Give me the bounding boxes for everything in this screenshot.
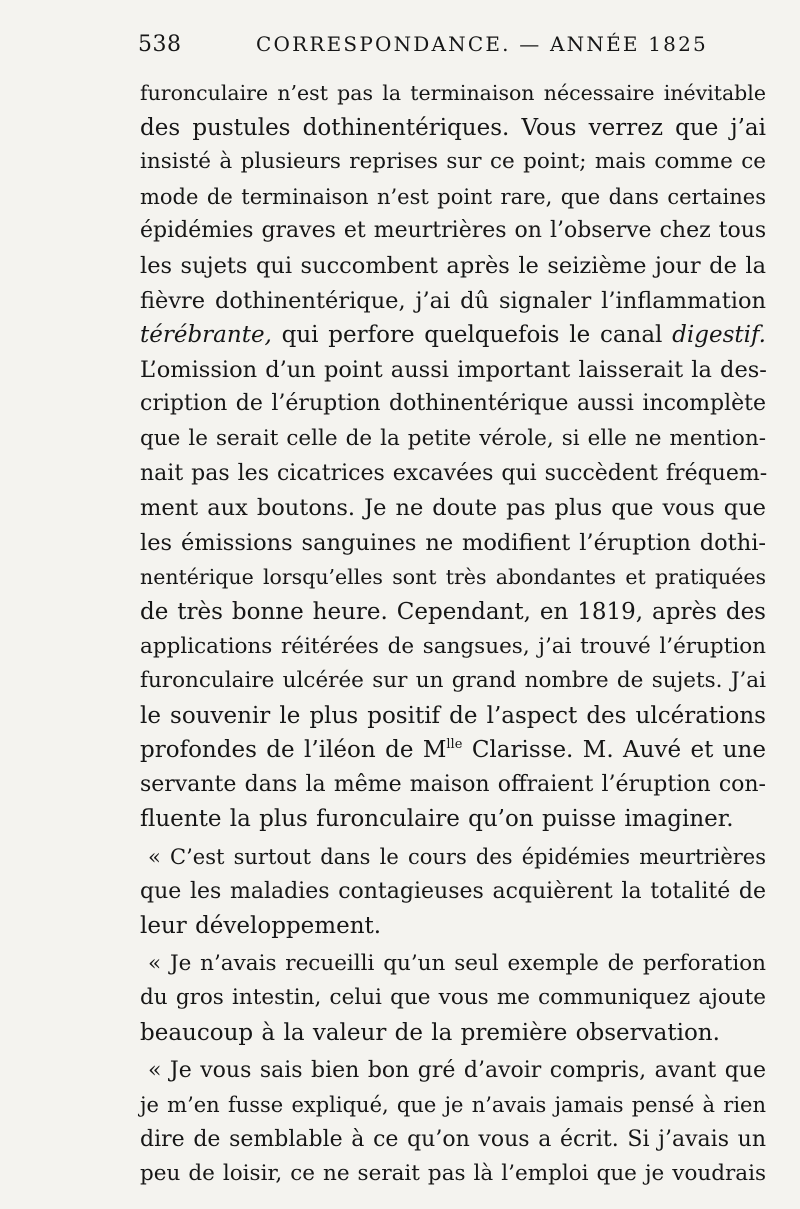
text-line: que les maladies contagieuses acquièrent la totalité de	[140, 878, 766, 904]
text-line: mode de terminaison n’est point rare, que dans certaines	[140, 184, 766, 209]
text-line: « Je vous sais bien bon gré d’avoir compris, avant que	[148, 1057, 766, 1083]
text-span: Clarisse. M. Auvé et une	[462, 737, 766, 764]
text-line: beaucoup à la valeur de la première observation.	[140, 1020, 720, 1047]
text-line: du gros intestin, celui que vous me communiquez ajoute	[140, 985, 766, 1011]
text-line: servante dans la même maison offraient l’éruption con-	[140, 771, 766, 797]
paragraph-3	[140, 947, 766, 1051]
paragraph-2	[140, 840, 766, 944]
text-line: « C’est surtout dans le cours des épidémies meurtrières	[148, 845, 766, 870]
body-text	[140, 76, 766, 1192]
text-span: qui perfore quelquefois le canal	[271, 322, 673, 349]
superscript: lle	[446, 737, 463, 753]
paragraph-1	[140, 76, 766, 837]
text-line: furonculaire n’est pas la terminaison nécessaire inévitable	[140, 81, 766, 105]
text-line: nait pas les cicatrices excavées qui succèdent fréquem-	[140, 460, 768, 486]
text-line	[140, 733, 766, 768]
text-line: de très bonne heure. Cependant, en 1819, après des	[140, 598, 766, 625]
text-line: furonculaire ulcérée sur un grand nombre de sujets. J’ai	[140, 668, 766, 694]
text-line	[140, 318, 766, 353]
text-line: L’omission d’un point aussi important laisserait la des-	[140, 356, 767, 383]
running-title: CORRESPONDANCE. — ANNÉE 1825	[256, 32, 708, 56]
text-line: peu de loisir, ce ne serait pas là l’emploi que je voudrais	[140, 1161, 766, 1187]
text-line: dire de semblable à ce qu’on vous a écrit. Si j’avais un	[140, 1126, 766, 1152]
text-line: épidémies graves et meurtrières on l’observe chez tous	[140, 218, 767, 244]
text-line: que le serait celle de la petite vérole, si elle ne mention-	[140, 425, 766, 451]
text-line: nentérique lorsqu’elles sont très abondantes et pratiquées	[140, 565, 766, 590]
text-span: profondes de l’iléon de M	[140, 737, 447, 764]
text-line: fièvre dothinentérique, j’ai dû signaler l’inflammation	[140, 287, 766, 314]
text-line: je m’en fusse expliqué, que je n’avais jamais pensé à rien	[140, 1093, 766, 1118]
text-line: les émissions sanguines ne modifient l’éruption dothi-	[140, 529, 766, 556]
paragraph-4	[140, 1054, 766, 1192]
page-number: 538	[138, 32, 182, 57]
text-line: insisté à plusieurs reprises sur ce point; mais comme ce	[140, 149, 766, 175]
text-line: fluente la plus furonculaire qu’on puisse imaginer.	[140, 806, 734, 833]
text-line: « Je n’avais recueilli qu’un seul exemple de perforation	[148, 950, 766, 976]
text-line: cription de l’éruption dothinentérique aussi incomplète	[140, 391, 766, 417]
text-line: leur développement.	[140, 913, 382, 940]
text-line: applications réitérées de sangsues, j’ai trouvé l’éruption	[140, 633, 766, 659]
text-line: le souvenir le plus positif de l’aspect des ulcérations	[140, 702, 766, 729]
italic-term: térébrante,	[140, 322, 272, 349]
text-line: ment aux boutons. Je ne doute pas plus que vous que	[140, 495, 766, 522]
italic-term: digestif.	[672, 322, 766, 349]
running-head	[138, 30, 778, 60]
text-line: les sujets qui succombent après le seizième jour de la	[140, 252, 766, 279]
text-line: des pustules dothinentériques. Vous verrez que j’ai	[140, 114, 766, 141]
